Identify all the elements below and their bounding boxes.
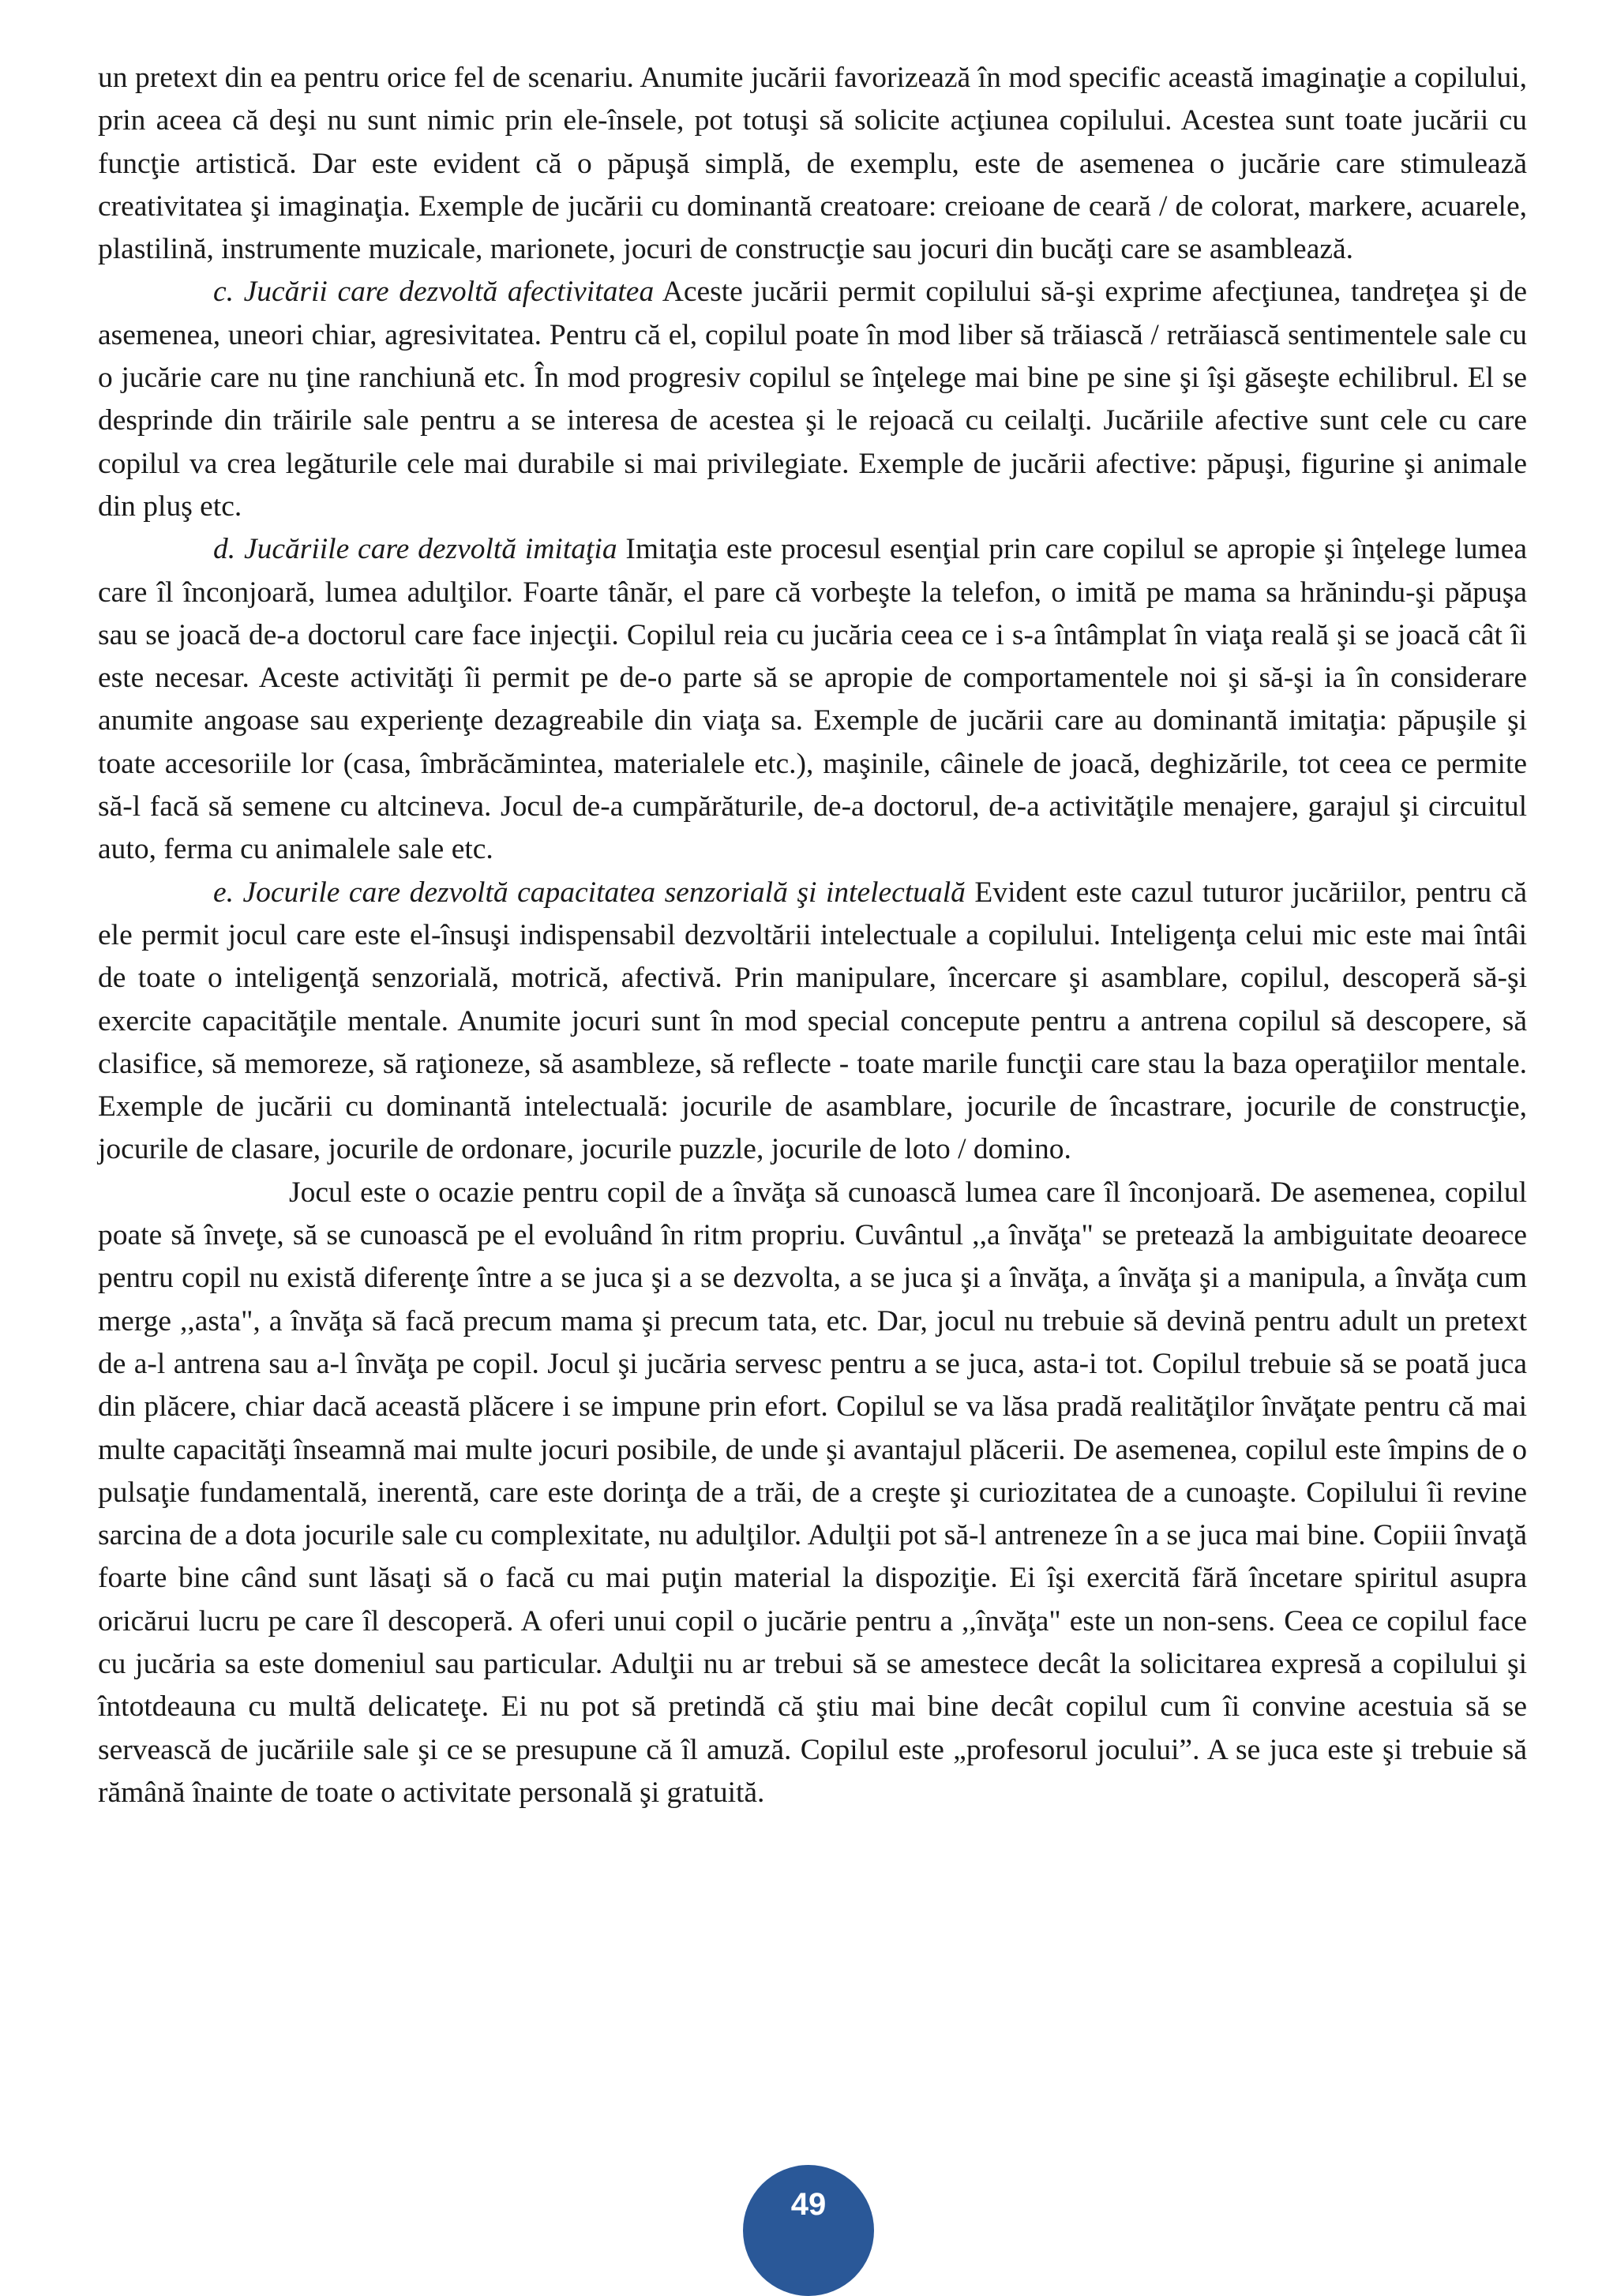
section-d-heading: d. Jucăriile care dezvoltă imitaţia <box>213 533 617 566</box>
closing-paragraph: Jocul este o ocazie pentru copil de a învăţa să cunoască lumea care îl înconjoară. De asemenea, copilul poate să înveţe, să se cunoască pe el evoluând în ritm propriu. Cuvântul ,,a învăţa" se pretează la ambiguitate deoarece pentru copil nu există diferenţe între a se juca şi a se dezvolta, a se juca şi a învăţa, a învăţa şi a manipula, a învăţa cum merge ,,asta", a învăţa să facă precum mama şi precum tata, etc. Dar, jocul nu trebuie să devină pentru adult un pretext de a-l antrena sau a-l învăţa pe copil. Jocul şi jucăria servesc pentru a se juca, asta-i tot. Copilul trebuie să se poată juca din plăcere, chiar dacă această plăcere i se impune prin efort. Copilul se va lăsa pradă realităţilor învăţate pentru că mai multe capacităţi înseamnă mai multe jocuri posibile, de unde şi avantajul plăcerii. De asemenea, copilul este împins de o pulsaţie fundamentală, inerentă, care este dorinţa de a trăi, de a creşte şi curiozitatea de a cunoaşte. Copilului îi revine sarcina de a dota jocurile sale cu complexitate, nu adulţilor. Adulţii pot să-l antreneze în a se juca mai bine. Copiii învaţă foarte bine când sunt lăsaţi să o facă cu mai puţin material la dispoziţie. Ei îşi exercită fără încetare spiritul asupra oricărui lucru pe care îl descoperă. A oferi unui copil o jucărie pentru a ,,învăţa" este un non-sens. Ceea ce copilul face cu jucăria sa este domeniul sau particular. Adulţii nu ar trebui să se amestece decât la solicitarea expresă a copilului şi întotdeauna cu multă delicateţe. Ei nu pot să pretindă că ştiu mai bine decât copilul cum îi convine acestuia să se servească de jucăriile sale şi ce se presupune că îl amuză. Copilul este „profesorul jocului”. A se juca este şi trebuie să rămână înainte de toate o activitate personală şi gratuită. <box>98 1176 1527 1809</box>
section-e-sensory-intellectual <box>98 872 1527 1172</box>
section-c-heading: c. Jucării care dezvoltă afectivitatea <box>213 276 655 309</box>
section-c-affectivity <box>98 271 1527 528</box>
page-number: 49 <box>790 2187 827 2222</box>
section-d-imitation <box>98 528 1527 871</box>
intro-paragraph: un pretext din ea pentru orice fel de scenariu. Anumite jucării favorizează în mod specific această imaginaţie a copilului, prin aceea că deşi nu sunt nimic prin ele-însele, pot totuşi să solicite acţiunea copilului. Acestea sunt toate jucării cu funcţie artistică. Dar este evident că o păpuşă simplă, de exemplu, este de asemenea o jucărie care stimulează creativitatea şi imaginaţia. Exemple de jucării cu dominantă creatoare: creioane de ceară / de colorat, markere, acuarele, plastilină, instrumente muzicale, marionete, jocuri de construcţie sau jocuri din bucăţi care se asamblează. <box>98 62 1527 266</box>
page-number-badge <box>743 2165 874 2296</box>
section-e-heading: e. Jocurile care dezvoltă capacitatea senzorială şi intelectuală <box>213 876 966 909</box>
section-e-text: Evident este cazul tuturor jucăriilor, pentru că ele permit jocul care este el-însuşi indispensabil dezvoltării intelectuale a copilului. Inteligenţa celui mic este mai întâi de toate o inteligenţă senzorială, motrică, afectivă. Prin manipulare, încercare şi asamblare, copilul, descoperă să-şi exercite capacităţile mentale. Anumite jocuri sunt în mod special concepute pentru a antrena copilul să descopere, să clasifice, să memoreze, să raţioneze, să asambleze, să reflecte - toate marile funcţii care stau la baza operaţiilor mentale. Exemple de jucării cu dominantă intelectuală: jocurile de asamblare, jocurile de încastrare, jocurile de construcţie, jocurile de clasare, jocurile de ordonare, jocurile puzzle, jocurile de loto / domino. <box>98 876 1527 1166</box>
section-d-text: Imitaţia este procesul esenţial prin care copilul se apropie şi înţelege lumea care îl înconjoară, lumea adulţilor. Foarte tânăr, el pare că vorbeşte la telefon, o imită pe mama sa hrănindu-şi păpuşa sau se joacă de-a doctorul care face injecţii. Copilul reia cu jucăria ceea ce i s-a întâmplat în viaţa reală şi se joacă cât îi este necesar. Aceste activităţi îi permit pe de-o parte să se apropie de comportamentele noi şi să-şi ia în considerare anumite angoase sau experienţe dezagreabile din viaţa sa. Exemple de jucării care au dominantă imitaţia: păpuşile şi toate accesoriile lor (casa, îmbrăcămintea, materialele etc.), maşinile, câinele de joacă, deghizările, tot ceea ce permite să-l facă să semene cu altcineva. Jocul de-a cumpărăturile, de-a doctorul, de-a activităţile menajere, garajul şi circuitul auto, ferma cu animalele sale etc. <box>98 533 1528 866</box>
document-body <box>98 57 1527 1814</box>
section-c-text: Aceste jucării permit copilului să-şi exprime afecţiunea, tandreţea şi de asemenea, uneori chiar, agresivitatea. Pentru că el, copilul poate în mod liber să trăiască / retrăiască sentimentele sale cu o jucărie care nu ţine ranchiună etc. În mod progresiv copilul se înţelege mai bine pe sine şi îşi găseşte echilibrul. El se desprinde din trăirile sale pentru a se interesa de acestea şi le rejoacă cu ceilalţi. Jucăriile afective sunt cele cu care copilul va crea legăturile cele mai durabile si mai privilegiate. Exemple de jucării afective: păpuşi, figurine şi animale din pluş etc. <box>98 276 1527 523</box>
